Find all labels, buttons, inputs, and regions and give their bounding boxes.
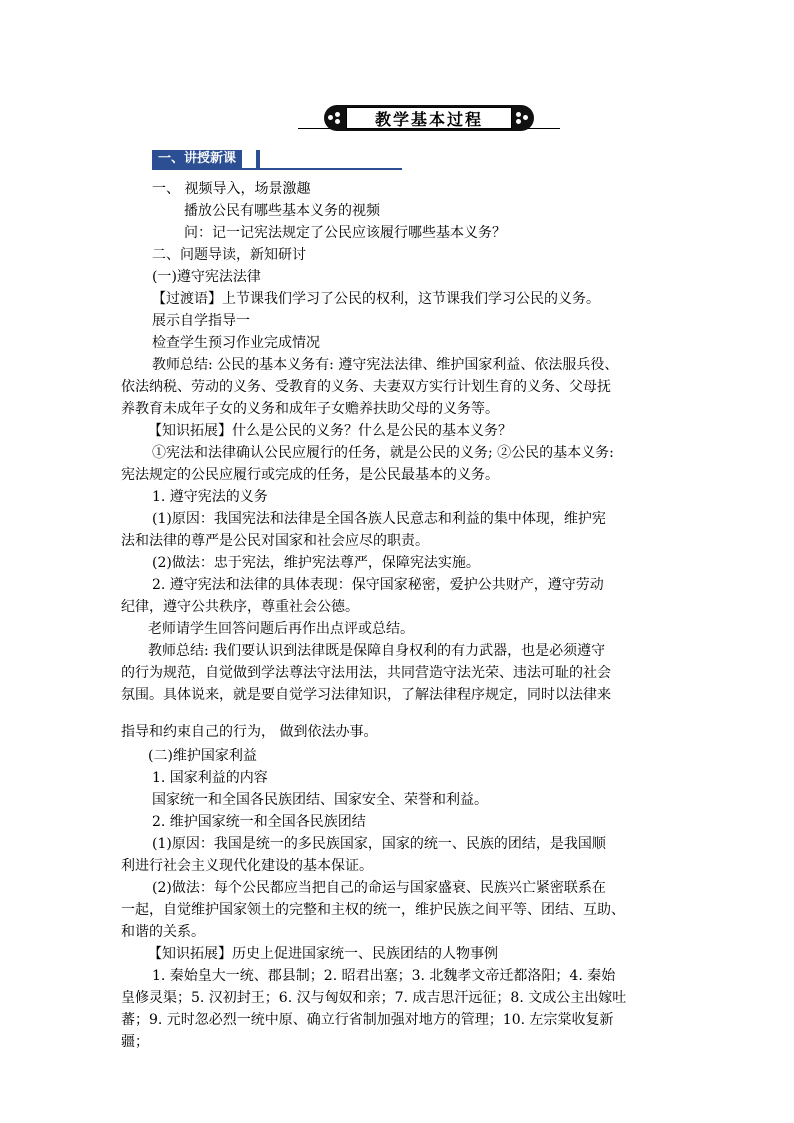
text-line: ①宪法和法律确认公民应履行的任务，就是公民的义务; ②公民的基本义务: xyxy=(152,445,614,461)
text-line: (1)原因：我国宪法和法律是全国各族人民意志和利益的集中体现，维护宪 xyxy=(152,511,606,527)
banner-pill xyxy=(324,105,534,131)
text-line: (2)做法：忠于宪法，维护宪法尊严，保障宪法实施。 xyxy=(152,555,480,571)
text-line: 二、问题导读，新知研讨 xyxy=(152,247,306,263)
section-heading-rule xyxy=(152,168,402,170)
text-line: 国家统一和全国各民族团结、国家安全、荣誉和利益。 xyxy=(152,792,488,808)
text-line: 指导和约束自己的行为， 做到依法办事。 xyxy=(121,724,378,740)
text-line: 法和法律的尊严是公民对国家和社会应尽的职责。 xyxy=(121,533,429,549)
text-line: 的行为规范，自觉做到学法尊法守法用法，共同营造守法光荣、违法可耻的社会 xyxy=(121,665,611,681)
banner-dots-right-icon xyxy=(514,112,530,124)
text-line: 一、 视频导入，场景激趣 xyxy=(152,181,311,197)
text-line: 【知识拓展】什么是公民的义务？什么是公民的基本义务？ xyxy=(148,423,512,439)
banner-dots-left-icon xyxy=(328,112,344,124)
text-line: 纪律，遵守公共秩序，尊重社会公德。 xyxy=(121,599,359,615)
text-line: 宪法规定的公民应履行或完成的任务，是公民最基本的义务。 xyxy=(121,467,499,483)
text-line: 蕃；9. 元时忽必烈一统中原、确立行省制加强对地方的管理；10. 左宗棠收复新 xyxy=(121,1012,614,1028)
text-line: 老师请学生回答问题后再作出点评或总结。 xyxy=(148,621,414,637)
text-line: 养教育未成年子女的义务和成年子女赡养扶助父母的义务等。 xyxy=(121,401,499,417)
text-line: (1)原因：我国是统一的多民族国家，国家的统一、民族的团结，是我国顺 xyxy=(152,836,606,852)
section-heading: 一、讲授新课 xyxy=(152,150,242,168)
text-line: 教师总结: 我们要认识到法律既是保障自身权利的有力武器，也是必须遵守 xyxy=(148,643,606,659)
text-line: (一)遵守宪法法律 xyxy=(152,269,261,285)
page-title: 教学基本过程 xyxy=(374,110,483,129)
text-line: 【知识拓展】历史上促进国家统一、民族团结的人物事例 xyxy=(148,946,498,962)
banner-title-box xyxy=(346,107,512,129)
text-line: 疆； xyxy=(121,1034,149,1050)
section-heading-bar xyxy=(256,150,260,168)
text-line: 播放公民有哪些基本义务的视频 xyxy=(184,203,380,219)
text-line: 一起，自觉维护国家领土的完整和主权的统一，维护民族之间平等、团结、互助、 xyxy=(121,902,625,918)
text-line: 教师总结: 公民的基本义务有: 遵守宪法法律、维护国家利益、依法服兵役、 xyxy=(152,357,619,373)
text-line: 1. 遵守宪法的义务 xyxy=(152,489,268,505)
text-line: 展示自学指导一 xyxy=(152,313,250,329)
text-line: 1. 秦始皇大一统、郡县制；2. 昭君出塞；3. 北魏孝文帝迁都洛阳；4. 秦始 xyxy=(152,968,616,984)
text-line: (2)做法：每个公民都应当把自己的命运与国家盛衰、民族兴亡紧密联系在 xyxy=(152,880,606,896)
text-line: 依法纳税、劳动的义务、受教育的义务、夫妻双方实行计划生育的义务、父母抚 xyxy=(121,379,611,395)
text-line: 问：记一记宪法规定了公民应该履行哪些基本义务？ xyxy=(184,225,506,241)
text-line: 氛围。具体说来，就是要自觉学习法律知识，了解法律程序规定，同时以法律来 xyxy=(121,687,611,703)
text-line: 1. 国家利益的内容 xyxy=(152,770,268,786)
text-line: 【过渡语】上节课我们学习了公民的权利，这节课我们学习公民的义务。 xyxy=(152,291,600,307)
text-line: 2. 维护国家统一和全国各民族团结 xyxy=(152,814,366,830)
header-banner xyxy=(298,102,560,136)
text-line: 利进行社会主义现代化建设的基本保证。 xyxy=(121,858,373,874)
text-line: 和谐的关系。 xyxy=(121,924,205,940)
text-line: (二)维护国家利益 xyxy=(148,748,257,764)
text-line: 检查学生预习作业完成情况 xyxy=(152,335,320,351)
text-line: 皇修灵渠；5. 汉初封王；6. 汉与匈奴和亲；7. 成吉思汗远征；8. 文成公主出嫁吐 xyxy=(121,990,627,1006)
text-line: 2. 遵守宪法和法律的具体表现：保守国家秘密，爱护公共财产，遵守劳动 xyxy=(152,577,604,593)
